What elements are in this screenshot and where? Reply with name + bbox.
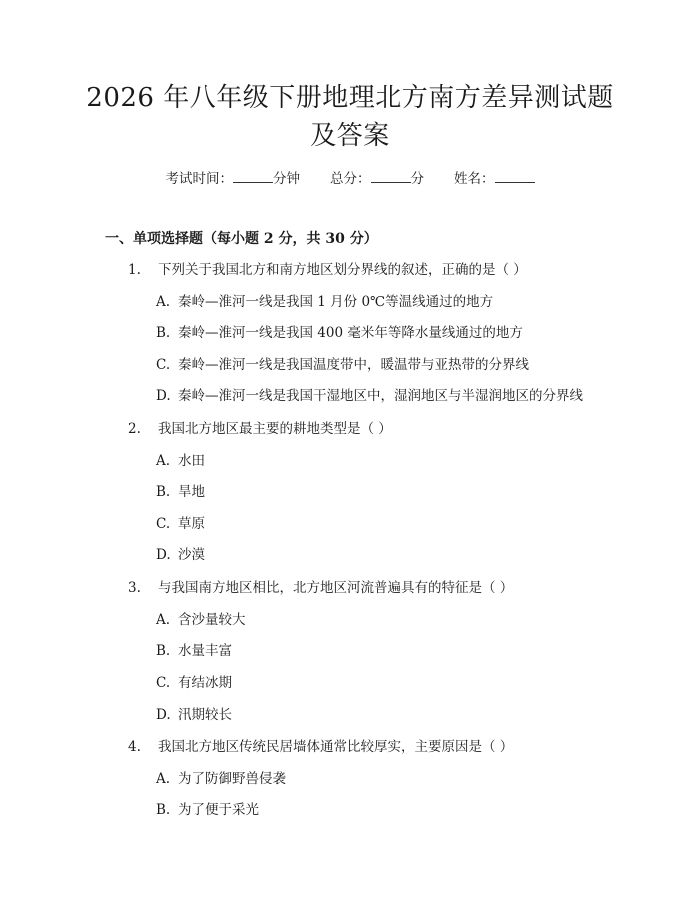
question-text: 我国北方地区传统民居墙体通常比较厚实，主要原因是（ ） bbox=[158, 739, 514, 755]
option-text: 水量丰富 bbox=[178, 643, 232, 659]
option-letter: C. bbox=[156, 675, 171, 691]
option-2d bbox=[156, 545, 205, 565]
option-letter: A. bbox=[156, 771, 171, 787]
question-number: 3. bbox=[128, 580, 141, 596]
option-text: 为了便于采光 bbox=[178, 802, 259, 818]
option-1c bbox=[156, 355, 529, 375]
question-text: 下列关于我国北方和南方地区划分界线的叙述，正确的是（ ） bbox=[158, 262, 527, 278]
total-score-unit: 分 bbox=[410, 171, 424, 187]
option-text: 汛期较长 bbox=[178, 707, 232, 723]
option-letter: D. bbox=[156, 547, 171, 563]
option-text: 为了防御野兽侵袭 bbox=[178, 771, 286, 787]
option-letter: D. bbox=[156, 388, 171, 404]
option-3b bbox=[156, 641, 232, 661]
option-letter: A. bbox=[156, 612, 171, 628]
option-text: 草原 bbox=[178, 516, 205, 532]
option-4b bbox=[156, 800, 259, 820]
option-text: 有结冰期 bbox=[178, 675, 232, 691]
total-score-blank bbox=[371, 168, 411, 183]
option-2a bbox=[156, 451, 205, 471]
option-letter: D. bbox=[156, 707, 171, 723]
question-3 bbox=[128, 578, 513, 598]
question-text: 我国北方地区最主要的耕地类型是（ ） bbox=[158, 421, 392, 437]
option-letter: C. bbox=[156, 516, 171, 532]
option-letter: B. bbox=[156, 643, 171, 659]
exam-time-blank bbox=[233, 168, 273, 183]
option-4a bbox=[156, 769, 286, 789]
question-number: 2. bbox=[128, 421, 141, 437]
option-text: 秦岭—淮河一线是我国温度带中，暖温带与亚热带的分界线 bbox=[178, 357, 529, 373]
page-title-line-1: 2026 年八年级下册地理北方南方差异测试题 bbox=[86, 83, 614, 113]
option-text: 秦岭—淮河一线是我国 400 毫米年等降水量线通过的地方 bbox=[178, 325, 523, 341]
option-text: 水田 bbox=[178, 453, 205, 469]
option-3a bbox=[156, 610, 246, 630]
option-text: 秦岭—淮河一线是我国 1 月份 0℃等温线通过的地方 bbox=[178, 294, 494, 310]
option-text: 含沙量较大 bbox=[178, 612, 246, 628]
option-text: 旱地 bbox=[178, 484, 205, 500]
option-letter: C. bbox=[156, 357, 171, 373]
exam-time-label: 考试时间： bbox=[165, 171, 233, 187]
option-1d bbox=[156, 386, 583, 406]
option-1b bbox=[156, 323, 523, 343]
option-text: 沙漠 bbox=[178, 547, 205, 563]
page-title-line-2: 及答案 bbox=[310, 121, 390, 151]
question-4 bbox=[128, 737, 513, 757]
question-1 bbox=[128, 260, 527, 280]
exam-time-unit: 分钟 bbox=[273, 171, 300, 187]
option-3d bbox=[156, 705, 232, 725]
question-2 bbox=[128, 419, 392, 439]
option-letter: A. bbox=[156, 294, 171, 310]
question-number: 4. bbox=[128, 739, 141, 755]
question-text: 与我国南方地区相比，北方地区河流普遍具有的特征是（ ） bbox=[158, 580, 514, 596]
section-heading: 一、单项选择题（每小题 2 分，共 30 分） bbox=[105, 231, 378, 247]
name-blank bbox=[495, 168, 535, 183]
total-score-label: 总分： bbox=[330, 171, 371, 187]
option-3c bbox=[156, 673, 232, 693]
option-letter: B. bbox=[156, 484, 171, 500]
option-text: 秦岭—淮河一线是我国干湿地区中，湿润地区与半湿润地区的分界线 bbox=[178, 388, 583, 404]
option-letter: B. bbox=[156, 325, 171, 341]
option-2c bbox=[156, 514, 205, 534]
option-1a bbox=[156, 292, 493, 312]
option-2b bbox=[156, 482, 205, 502]
name-label: 姓名： bbox=[454, 171, 495, 187]
exam-info-row bbox=[0, 168, 700, 189]
option-letter: B. bbox=[156, 802, 171, 818]
option-letter: A. bbox=[156, 453, 171, 469]
question-number: 1. bbox=[128, 262, 141, 278]
